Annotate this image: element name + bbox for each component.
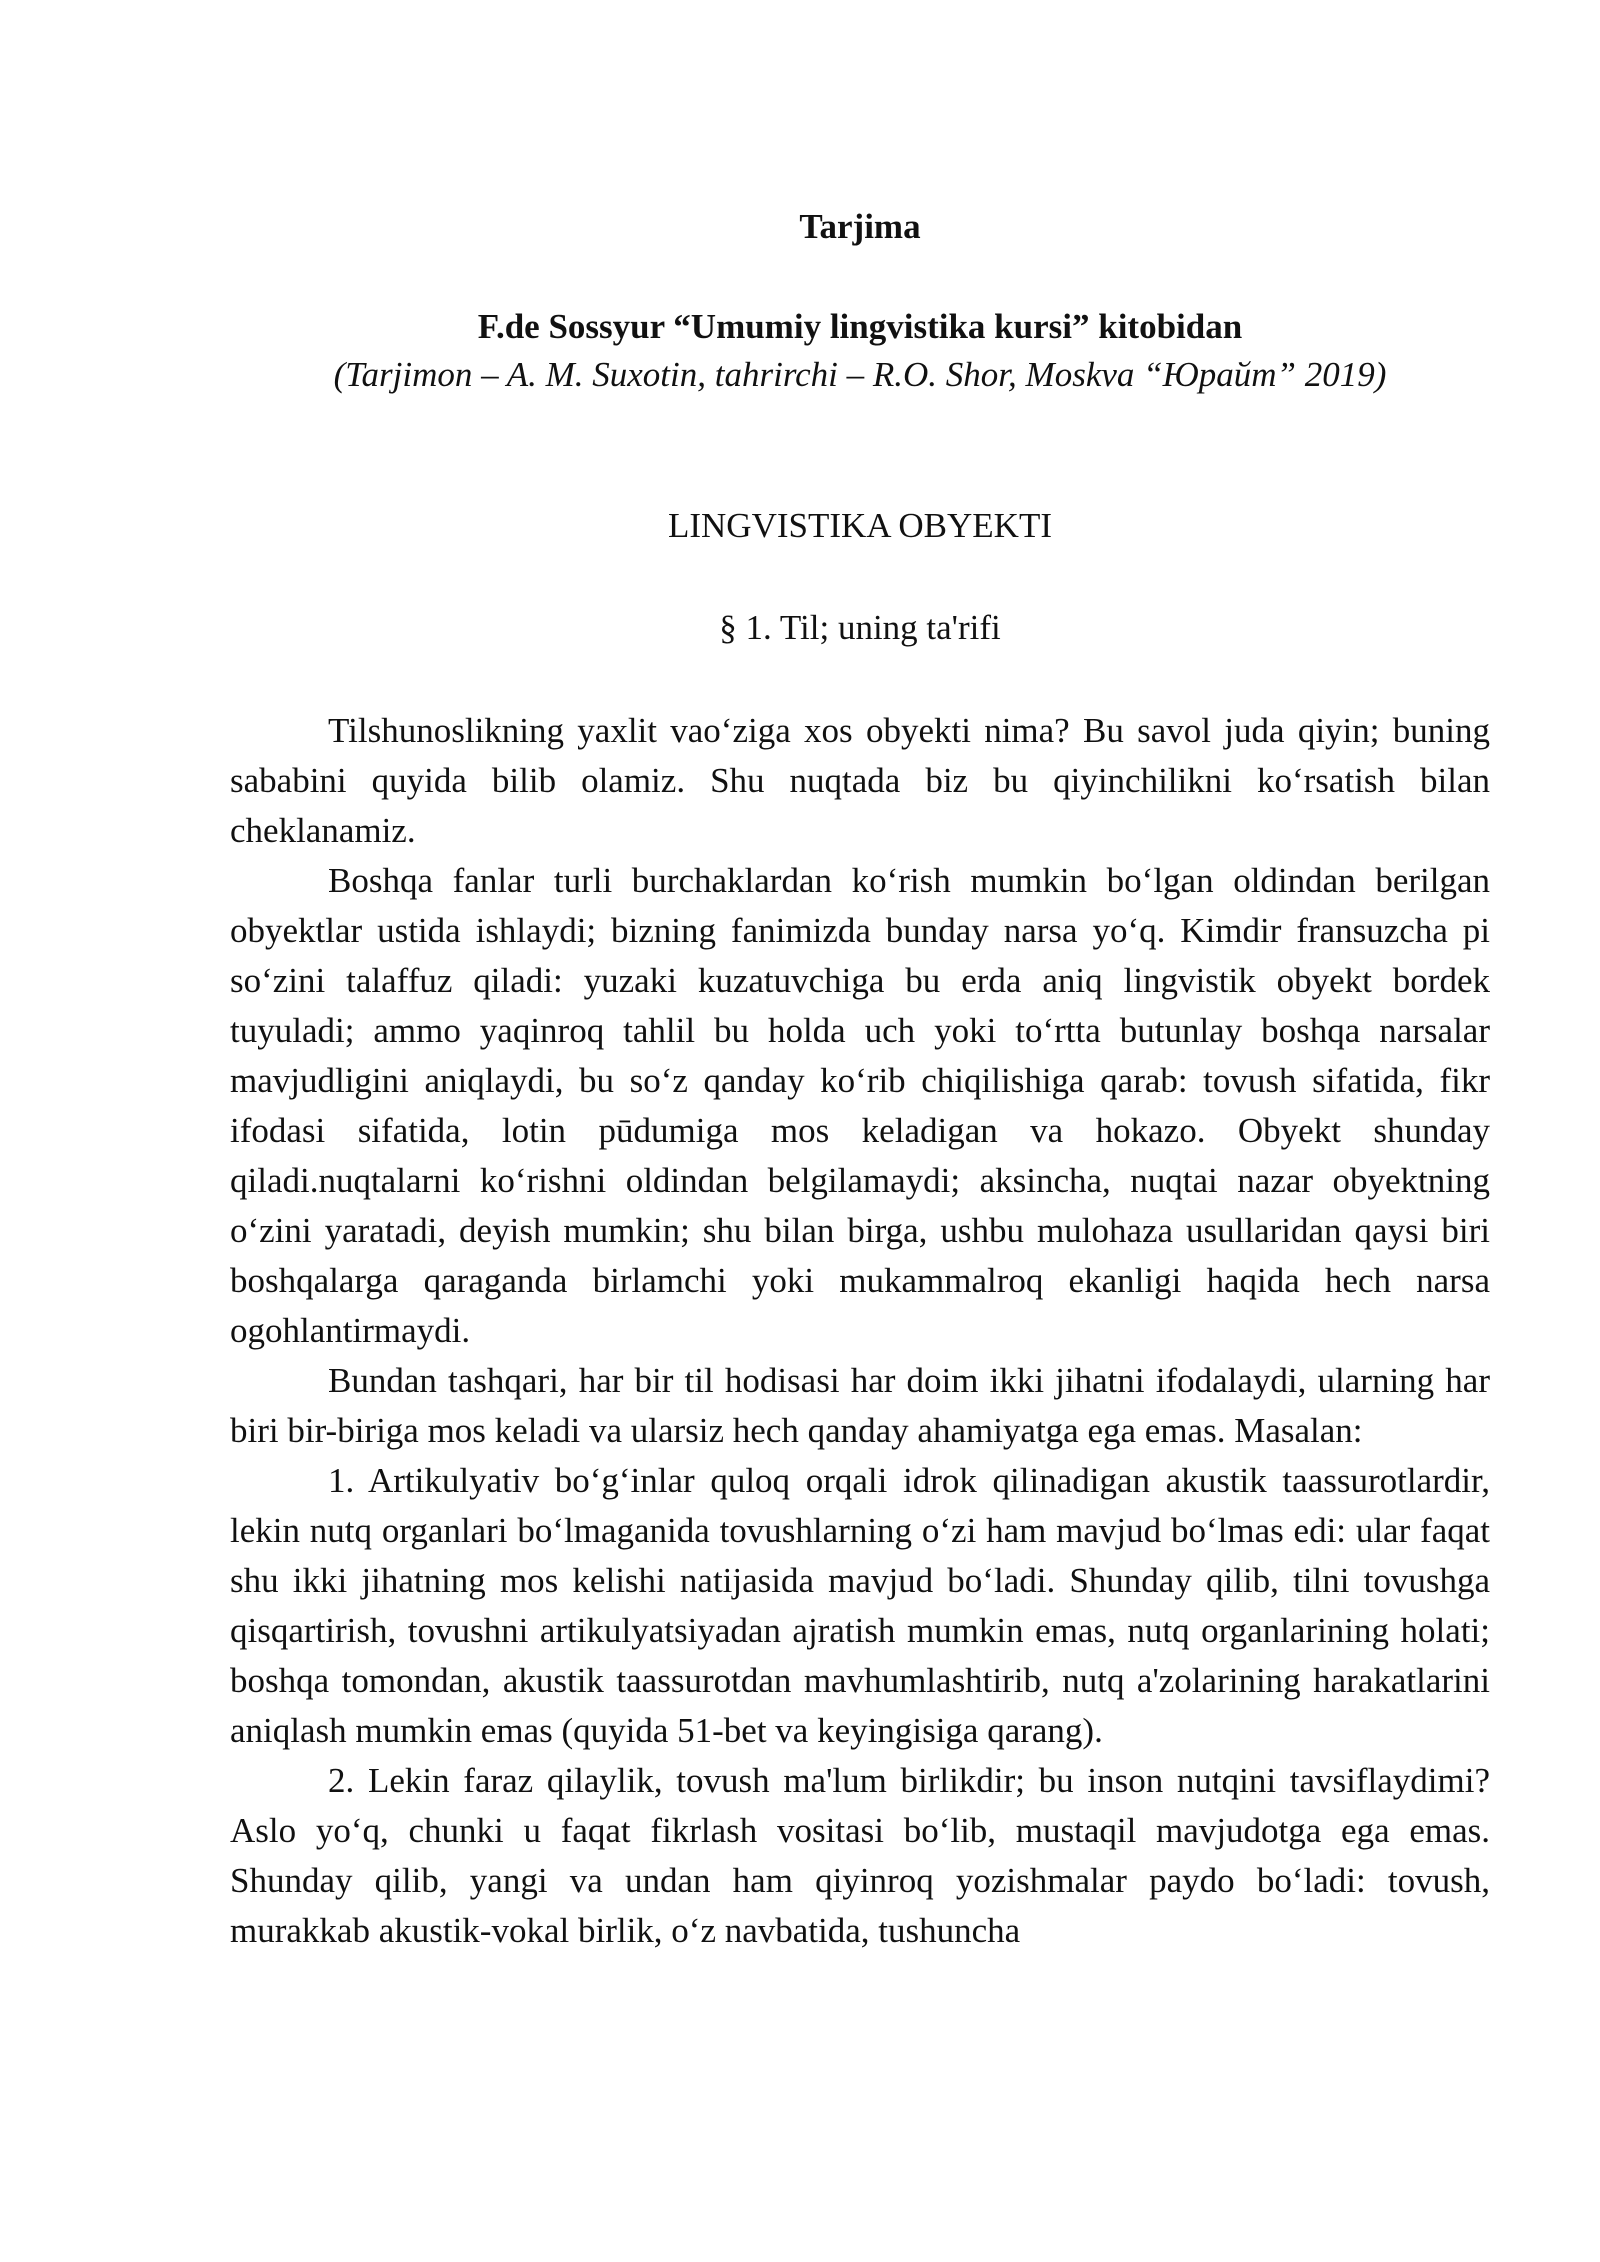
numbered-paragraph-1: 1. Artikulyativ boʻgʻinlar quloq orqali idrok qilinadigan akustik taassurotlardir, lekin nutq organlari boʻlmaganida tovushlarning oʻzi ham mavjud boʻlmas edi: ular faqat shu ikki jihatning mos kelishi natijasida mavjud boʻladi. Shunday qilib, tilni tovushga qisqartirish, tovushni artikulyatsiyadan ajratish mumkin emas, nutq organlarining holati; boshqa tomondan, akustik taassurotdan mavhumlashtirib, nutq a'zolarining harakatlarini aniqlash mumkin emas (quyida 51-bet va keyingisiga qarang).: [230, 1461, 1490, 1750]
translator-credit-line: (Tarjimon – A. M. Suxotin, tahrirchi – R.O. Shor, Moskva “Юрайт” 2019): [333, 355, 1387, 394]
section-title: LINGVISTIKA OBYEKTI: [668, 506, 1052, 545]
book-title-line: F.de Sossyur “Umumiy lingvistika kursi” kitobidan: [477, 307, 1243, 346]
body-paragraph: Tilshunoslikning yaxlit vaoʻziga xos obyekti nima? Bu savol juda qiyin; buning sababini quyida bilib olamiz. Shu nuqtada biz bu qiyinchilikni koʻrsatish bilan cheklanamiz.: [230, 711, 1490, 850]
body-paragraph: Boshqa fanlar turli burchaklardan koʻrish mumkin boʻlgan oldindan berilgan obyektlar ustida ishlaydi; bizning fanimizda bunday narsa yoʻq. Kimdir fransuzcha pi soʻzini talaffuz qiladi: yuzaki kuzatuvchiga bu erda aniq lingvistik obyekt bordek tuyuladi; ammo yaqinroq tahlil bu holda uch yoki toʻrtta butunlay boshqa narsalar mavjudligini aniqlaydi, bu soʻz qanday koʻrib chiqilishiga qarab: tovush sifatida, fikr ifodasi sifatida, lotin pūdumiga mos keladigan va hokazo. Obyekt shunday qiladi.nuqtalarni koʻrishni oldindan belgilamaydi; aksincha, nuqtai nazar obyektning oʻzini yaratadi, deyish mumkin; shu bilan birga, ushbu mulohaza usullaridan qaysi biri boshqalarga qaraganda birlamchi yoki mukammalroq ekanligi haqida hech narsa ogohlantirmaydi.: [230, 861, 1490, 1350]
paragraph-title: § 1. Til; uning ta'rifi: [719, 608, 1001, 647]
document-title: Tarjima: [799, 207, 921, 246]
body-paragraph: Bundan tashqari, har bir til hodisasi har doim ikki jihatni ifodalaydi, ularning har biri bir-biriga mos keladi va ularsiz hech qanday ahamiyatga ega emas. Masalan:: [230, 1361, 1490, 1450]
numbered-paragraph-2: 2. Lekin faraz qilaylik, tovush ma'lum birlikdir; bu inson nutqini tavsiflaydimi? Aslo yoʻq, chunki u faqat fikrlash vositasi boʻlib, mustaqil mavjudotga ega emas. Shunday qilib, yangi va undan ham qiyinroq yozishmalar paydo boʻladi: tovush, murakkab akustik-vokal birlik, oʻz navbatida, tushuncha: [230, 1761, 1490, 1950]
body-text: [230, 706, 1490, 1956]
